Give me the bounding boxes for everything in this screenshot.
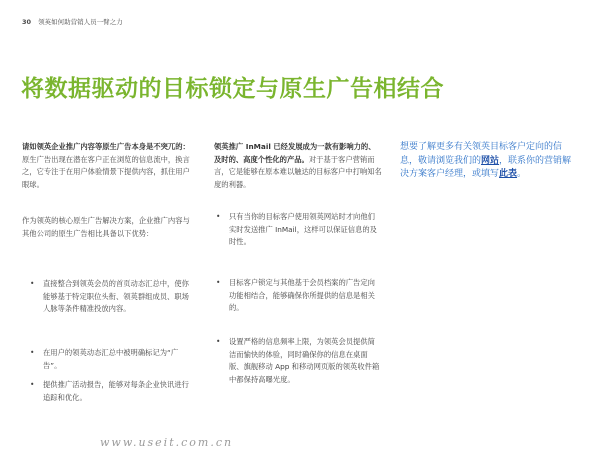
list-item xyxy=(30,278,192,316)
bullet-marker: • xyxy=(216,337,221,346)
list-item xyxy=(216,277,382,315)
form-link[interactable]: 此表 xyxy=(499,169,518,180)
native-ads-intro-text: 原生广告出现在潜在客户正在浏览的信息流中，换言之，它专注于在用户体验情景下提供内容，抓住用户眼球。 xyxy=(22,154,190,189)
list-item-text: 目标客户锁定与其他基于会员档案的广告定向功能相结合，能够确保你所提供的信息是相关的。 xyxy=(229,278,375,312)
list-item xyxy=(30,347,192,372)
list-item-text: 提供推广活动报告，能够对每条企业快讯进行追踪和优化。 xyxy=(43,380,189,402)
bullet-marker: • xyxy=(30,348,35,357)
cta-text xyxy=(400,141,575,182)
list-item-text: 设置严格的信息频率上限，为领英会员提供简洁而愉快的体验，同时确保你的信息在桌面版、旗舰移动 App 和移动网页版的领英收件箱中都保持高曝光度。 xyxy=(229,337,380,384)
list-item-text: 在用户的领英动态汇总中被明确标记为“广告”。 xyxy=(43,348,179,370)
website-link[interactable]: 网站 xyxy=(481,155,500,166)
bullet-marker: • xyxy=(30,380,35,389)
column-call-to-action xyxy=(400,141,575,182)
list-item-text: 直接整合到领英会员的首页动态汇总中，使你能够基于特定职位头衔、领英群组成员、职场人脉等条件精准投放内容。 xyxy=(43,279,189,313)
list-item xyxy=(216,211,382,249)
inmail-intro-text: 对于基于客户营销而言，它是能够在原本难以触达的目标客户中打响知名度的利器。 xyxy=(214,154,382,189)
bullet-marker: • xyxy=(30,279,35,288)
inmail-intro xyxy=(214,141,382,191)
cta-text-part2: ，联系你的营销解决方案客户经理，或填写 xyxy=(400,155,572,180)
page-header xyxy=(22,17,123,26)
watermark: www.useit.com.cn xyxy=(100,436,234,449)
bullet-marker: • xyxy=(216,278,221,287)
list-item xyxy=(216,336,382,386)
running-title: 领英如何助营销人员一臂之力 xyxy=(38,18,123,26)
sponsored-content-summary: 作为领英的核心原生广告解决方案，企业推广内容与其他公司的原生广告相比具备以下优势： xyxy=(22,216,190,238)
native-ads-intro xyxy=(22,141,192,191)
inmail-intro-bold: 领英推广 InMail 已经发展成为一款有影响力的、及时的、高度个性化的产品。 xyxy=(214,142,376,164)
list-item xyxy=(30,379,192,404)
native-ads-intro-bold: 请如领英企业推广内容等原生广告本身是不突兀的： xyxy=(22,142,190,151)
page-title: 将数据驱动的目标锁定与原生广告相结合 xyxy=(21,76,444,102)
cta-text-part1: 想要了解更多有关领英目标客户定向的信息，敬请浏览我们的 xyxy=(400,142,563,166)
page-number: 30 xyxy=(22,18,32,26)
list-item-text: 只有当你的目标客户使用领英网站时才向他们实时发送推广 InMail，这样可以保证信息的及时性。 xyxy=(229,212,377,246)
bullet-marker: • xyxy=(216,212,221,221)
cta-text-part3: 。 xyxy=(517,169,527,180)
